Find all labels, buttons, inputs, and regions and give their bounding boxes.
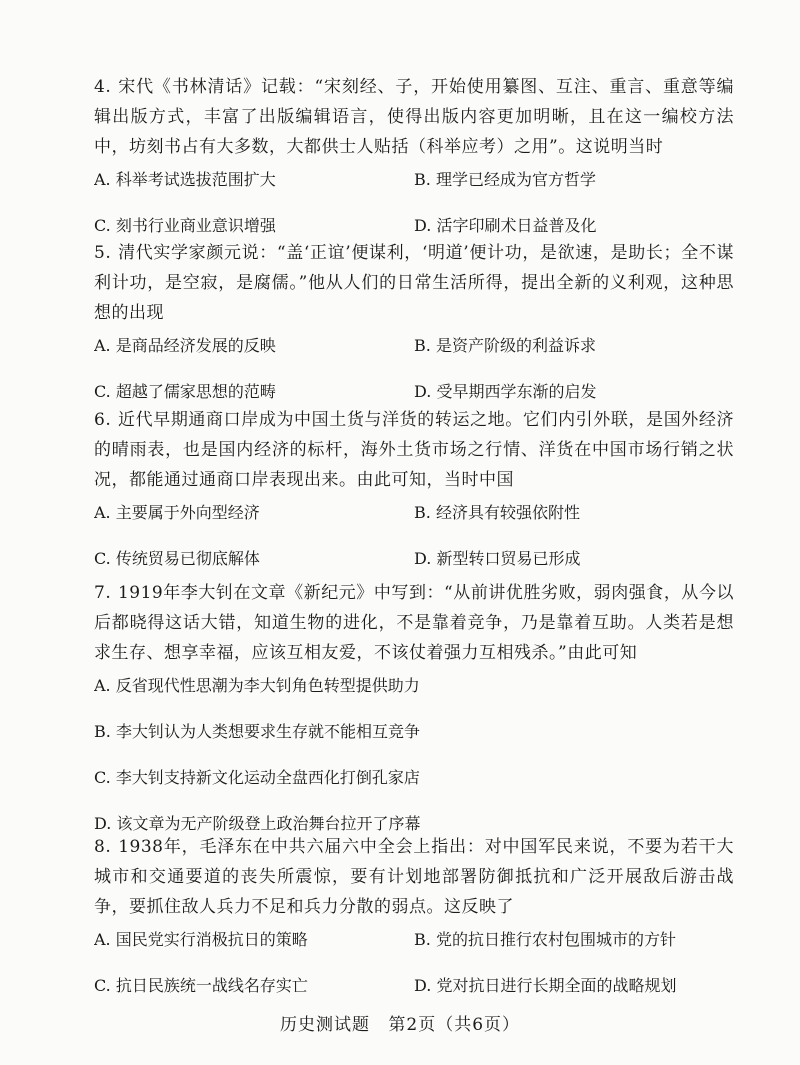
option-label: B. — [414, 503, 431, 522]
options — [94, 495, 734, 587]
option-label: C. — [94, 382, 111, 401]
question-6 — [94, 405, 734, 587]
option-label: C. — [94, 216, 111, 235]
option-label: A. — [94, 503, 111, 522]
option-label: C. — [94, 976, 111, 995]
option-label: D. — [94, 814, 112, 833]
option-text: 反省现代性思潮为李大钊角色转型提供助力 — [115, 676, 420, 695]
options — [94, 922, 734, 1014]
option-text: 经济具有较强依附性 — [435, 503, 580, 522]
question-text: 近代早期通商口岸成为中国土货与洋货的转运之地。它们内引外联，是国外经济的晴雨表，也是国内经济的标杆，海外土货市场之行情、洋货在中国市场行销之状况，都能通过通商口岸表现出来。由此可知，当时中国 — [94, 410, 735, 490]
option-c[interactable] — [94, 760, 734, 796]
option-text: 李大钊支持新文化运动全盘西化打倒孔家店 — [115, 768, 420, 787]
option-text: 是资产阶级的利益诉求 — [435, 336, 596, 355]
option-label: B. — [414, 170, 431, 189]
option-label: C. — [94, 549, 111, 568]
option-b[interactable] — [414, 328, 734, 364]
question-number: 4. — [94, 77, 112, 97]
option-label: A. — [94, 930, 111, 949]
options — [94, 668, 734, 852]
option-a[interactable] — [94, 495, 414, 531]
option-label: A. — [94, 170, 111, 189]
option-text: 传统贸易已彻底解体 — [115, 549, 260, 568]
question-text: 1919年李大钊在文章《新纪元》中写到：“从前讲优胜劣败，弱肉强食，从今以后都晓得这话大错，知道生物的进化，不是靠着竞争，乃是靠着互助。人类若是想求生存、想享幸福，应该互相友爱，不该仗着强力互相残杀。”由此可知 — [94, 583, 734, 663]
option-a[interactable] — [94, 922, 414, 958]
option-text: 该文章为无产阶级登上政治舞台拉开了序幕 — [116, 814, 421, 833]
option-text: 新型转口贸易已形成 — [436, 549, 581, 568]
option-a[interactable] — [94, 162, 414, 198]
question-stem — [94, 72, 734, 162]
page-footer — [0, 1010, 800, 1035]
option-text: 科举考试选拔范围扩大 — [115, 170, 276, 189]
option-b[interactable] — [414, 162, 734, 198]
question-number: 8. — [94, 837, 112, 857]
option-label: D. — [414, 549, 432, 568]
option-label: B. — [414, 336, 431, 355]
option-label: D. — [414, 976, 432, 995]
question-number: 7. — [94, 583, 112, 603]
option-c[interactable] — [94, 968, 414, 1004]
option-label: A. — [94, 676, 111, 695]
option-text: 主要属于外向型经济 — [115, 503, 260, 522]
option-text: 抗日民族统一战线名存实亡 — [115, 976, 308, 995]
option-c[interactable] — [94, 541, 414, 577]
option-b[interactable] — [94, 714, 734, 750]
option-d[interactable] — [414, 541, 734, 577]
footer-page-number: 第2页（共6页） — [388, 1015, 521, 1035]
option-label: B. — [414, 930, 431, 949]
question-text: 清代实学家颜元说：“盖‘正谊’便谋利，‘明道’便计功，是欲速，是助长；全不谋利计功，是空寂，是腐儒。”他从人们的日常生活所得，提出全新的义利观，这种思想的出现 — [94, 243, 734, 323]
option-label: D. — [414, 382, 432, 401]
footer-subject: 历史测试题 — [279, 1015, 370, 1035]
question-text: 宋代《书林清话》记载：“宋刻经、子，开始使用纂图、互注、重言、重意等编辑出版方式，丰富了出版编辑语言，使得出版内容更加明晰，且在这一编校方法中，坊刻书占有大多数，大都供士人贴括（科举应考）之用”。这说明当时 — [94, 77, 734, 157]
option-label: A. — [94, 336, 111, 355]
option-a[interactable] — [94, 328, 414, 364]
option-text: 受早期西学东渐的启发 — [436, 382, 597, 401]
option-text: 理学已经成为官方哲学 — [435, 170, 596, 189]
question-number: 5. — [94, 243, 112, 263]
option-label: B. — [94, 722, 111, 741]
question-stem — [94, 578, 734, 668]
question-stem — [94, 238, 734, 328]
option-text: 活字印刷术日益普及化 — [436, 216, 597, 235]
option-d[interactable] — [414, 968, 734, 1004]
option-b[interactable] — [414, 922, 734, 958]
question-number: 6. — [94, 410, 112, 430]
question-8 — [94, 832, 734, 1014]
option-text: 是商品经济发展的反映 — [115, 336, 276, 355]
option-text: 党对抗日进行长期全面的战略规划 — [436, 976, 677, 995]
question-stem — [94, 832, 734, 922]
option-text: 刻书行业商业意识增强 — [115, 216, 276, 235]
option-text: 李大钊认为人类想要求生存就不能相互竞争 — [115, 722, 420, 741]
option-a[interactable] — [94, 668, 734, 704]
option-text: 超越了儒家思想的范畴 — [115, 382, 276, 401]
option-text: 党的抗日推行农村包围城市的方针 — [435, 930, 676, 949]
question-5 — [94, 238, 734, 420]
option-label: C. — [94, 768, 111, 787]
question-4 — [94, 72, 734, 254]
question-text: 1938年，毛泽东在中共六届六中全会上指出：对中国军民来说，不要为若干大城市和交通要道的丧失所震惊，要有计划地部署防御抵抗和广泛开展敌后游击战争，要抓住敌人兵力不足和兵力分散的弱点。这反映了 — [94, 837, 734, 917]
question-stem — [94, 405, 734, 495]
option-label: D. — [414, 216, 432, 235]
option-text: 国民党实行消极抗日的策略 — [115, 930, 308, 949]
option-b[interactable] — [414, 495, 734, 531]
question-7 — [94, 578, 734, 852]
